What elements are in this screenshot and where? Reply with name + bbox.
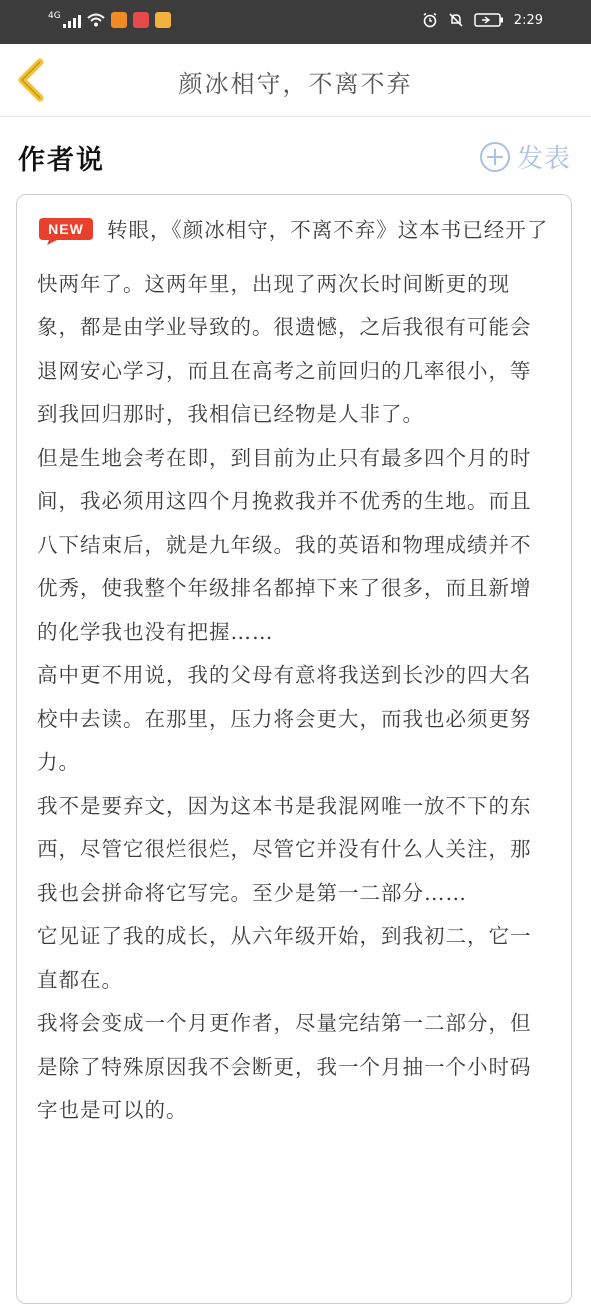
plus-circle-icon [479,141,511,173]
note-paragraph: 我不是要弃文，因为这本书是我混网唯一放不下的东西，尽管它很烂很烂，尽管它并没有什么人关注，那我也会拼命将它写完。至少是第一二部分…… [37,793,532,905]
video-app-icon [111,12,127,28]
publish-label: 发表 [516,144,571,174]
section-title: 作者说 [18,145,105,176]
note-paragraph: 我将会变成一个月更作者，尽量完结第一二部分，但是除了特殊原因我不会断更，我一个月抽一个小时码字也是可以的。 [37,1011,532,1122]
note-paragraph: 它见证了我的成长，从六年级开始，到我初二，它一直都在。 [37,924,532,992]
alarm-icon [422,12,438,28]
store-app-icon [155,12,171,28]
nav-bar [0,44,591,117]
status-bar [0,0,591,44]
network-type: 4G [48,11,61,21]
new-badge-label: NEW [48,221,84,237]
battery-icon [474,13,504,27]
author-note-card [16,194,572,1304]
note-paragraph: 但是生地会考在即，到目前为止只有最多四个月的时间，我必须用这四个月挽救我并不优秀的生地。而且八下结束后，就是九年级。我的英语和物理成绩并不优秀，使我整个年级排名都掉下来了很多，而且新增的化学我也没有把握…… [37,445,532,644]
note-paragraph: 高中更不用说，我的父母有意将我送到长沙的四大名校中去读。在那里，压力将会更大，而我也必须更努力。 [37,663,532,774]
note-paragraph-text: 转眼，《颜冰相守，不离不弃》这本书已经开了快两年了。这两年里，出现了两次长时间断更的现象，都是由学业导致的。很遗憾，之后我很有可能会退网安心学习，而且在高考之前回归的几率很小，等到我回归那时，我相信已经物是人非了。 [37,218,549,426]
new-badge [37,216,95,262]
wifi-icon [87,13,105,27]
note-paragraph [37,209,552,437]
mute-bell-icon [448,12,464,28]
signal-icon [63,12,81,28]
status-left [48,12,171,28]
page-title: 颜冰相守，不离不弃 [178,70,413,98]
status-right [422,12,543,28]
author-notes-header [0,116,591,194]
reader-app-icon [133,12,149,28]
back-button[interactable] [12,58,52,102]
note-content [37,209,552,1133]
status-time: 2:29 [513,12,543,28]
back-arrow-icon [12,58,52,102]
publish-button[interactable] [479,138,571,175]
